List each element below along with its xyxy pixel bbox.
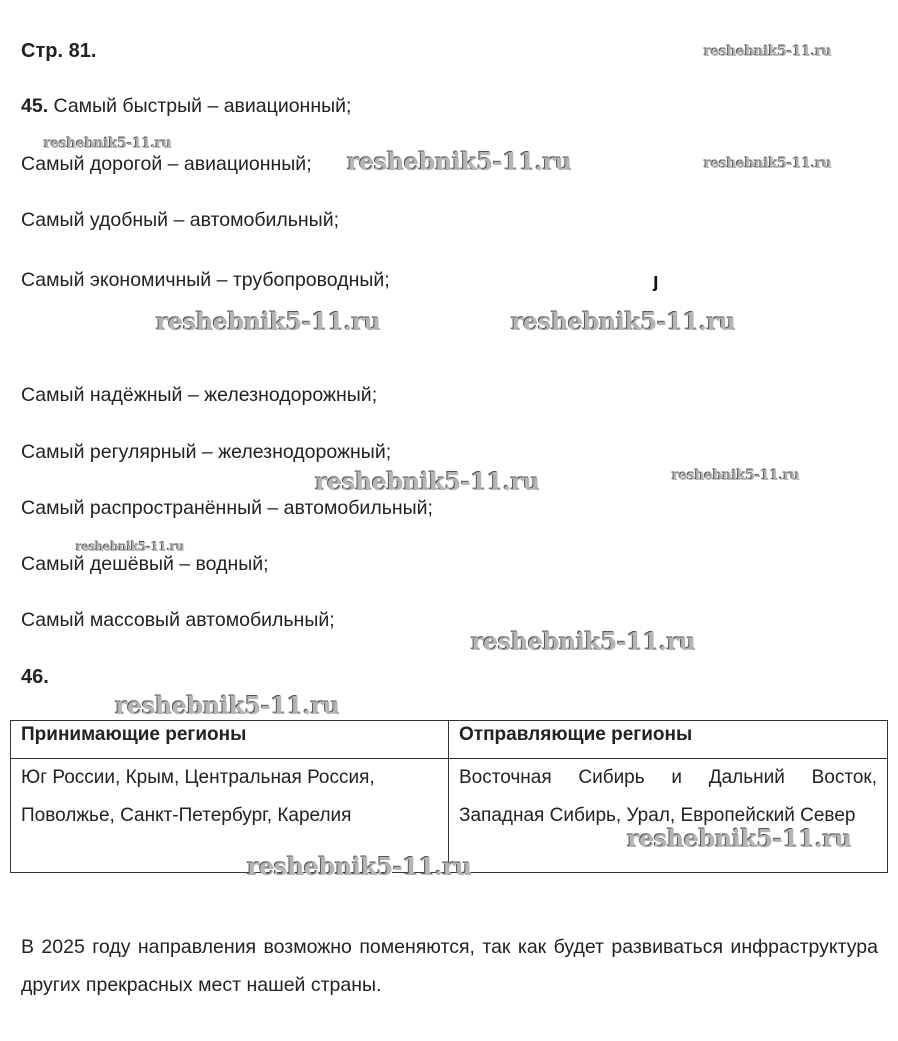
watermark: reshebnik5-11.ru xyxy=(511,307,736,336)
page-number-header: Стр. 81. xyxy=(21,40,97,62)
answer-line-5: Самый надёжный – железнодорожный; xyxy=(21,384,378,406)
watermark: reshebnik5-11.ru xyxy=(704,44,832,60)
answer-line-3: Самый удобный – автомобильный; xyxy=(21,209,340,231)
answer-line-8: Самый дешёвый – водный; xyxy=(21,553,269,575)
answer-line-7: Самый распространённый – автомобильный; xyxy=(21,497,433,519)
answer-text-1: Самый быстрый – авиационный; xyxy=(53,95,352,117)
watermark: reshebnik5-11.ru xyxy=(115,691,340,720)
watermark: reshebnik5-11.ru xyxy=(471,627,696,656)
answer-line-9: Самый массовый автомобильный; xyxy=(21,609,335,631)
cell-sending-regions: Восточная Сибирь и Дальний Восток, Западная Сибирь, Урал, Европейский Север xyxy=(449,759,888,873)
watermark: reshebnik5-11.ru xyxy=(627,824,852,853)
watermark: reshebnik5-11.ru xyxy=(76,540,185,554)
answer-line-4: Самый экономичный – трубопроводный; xyxy=(21,269,390,291)
watermark: reshebnik5-11.ru xyxy=(315,467,540,496)
watermark: reshebnik5-11.ru xyxy=(704,156,832,172)
answer-line-6: Самый регулярный – железнодорожный; xyxy=(21,441,392,463)
stray-ink-mark: ȷ xyxy=(653,270,659,292)
watermark: reshebnik5-11.ru xyxy=(156,307,381,336)
task-45-number: 45. xyxy=(21,95,49,117)
header-receiving-regions: Принимающие регионы xyxy=(11,721,449,759)
cell-receiving-regions: Юг России, Крым, Центральная Россия, Поволжье, Санкт-Петербург, Карелия xyxy=(11,759,449,873)
watermark: reshebnik5-11.ru xyxy=(347,147,572,176)
answer-line-1 xyxy=(21,95,351,118)
answer-line-2: Самый дорогой – авиационный; xyxy=(21,153,312,175)
watermark: reshebnik5-11.ru xyxy=(247,852,472,881)
conclusion-paragraph: В 2025 году направления возможно поменяются, так как будет развиваться инфраструктура других прекрасных мест нашей страны. xyxy=(21,936,878,996)
table-header-row xyxy=(11,721,888,759)
watermark: reshebnik5-11.ru xyxy=(44,136,172,152)
watermark: reshebnik5-11.ru xyxy=(672,468,800,484)
header-sending-regions: Отправляющие регионы xyxy=(449,721,888,759)
task-46-number: 46. xyxy=(21,666,49,688)
